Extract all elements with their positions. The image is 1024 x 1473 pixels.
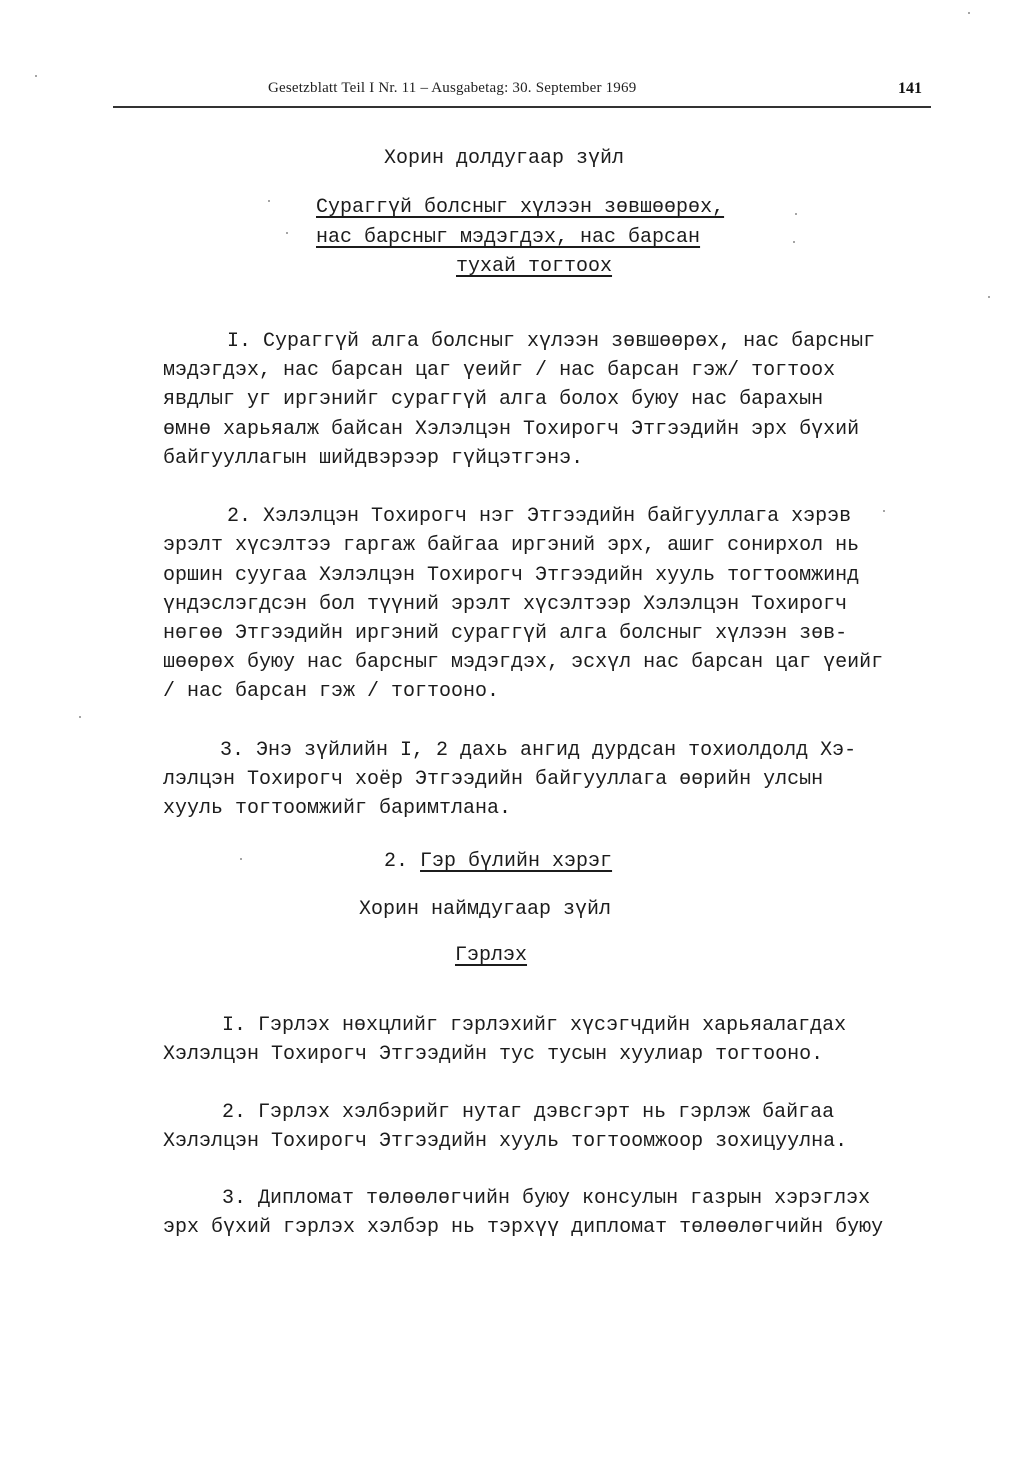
scan-speck	[883, 510, 885, 512]
paragraph-line: 2. Гэрлэх хэлбэрийг нутаг дэвсгэрт нь гэрлэж байгаа	[222, 1101, 835, 1124]
header-rule	[113, 106, 931, 108]
paragraph-line: өмнө харьяалж байсан Хэлэлцэн Тохирогч Этгээдийн эрх бүхий	[163, 418, 860, 441]
paragraph-line: нөгөө Этгээдийн иргэний сураггүй алга болсныг хүлээн зөв-	[163, 622, 848, 645]
article-28-subtitle: Гэрлэх	[455, 944, 528, 967]
scan-speck	[793, 241, 795, 243]
paragraph-line: I. Гэрлэх нөхцлийг гэрлэхийг хүсэгчдийн харьяалагдах	[222, 1014, 847, 1037]
paragraph-line: шөөрөх буюу нас барсныг мэдэгдэх, эсхүл нас барсан цаг үеийг	[163, 651, 884, 674]
paragraph-line: 3. Энэ зүйлийн I, 2 дахь ангид дурдсан тохиолдолд Хэ-	[220, 739, 857, 762]
scan-speck	[35, 75, 37, 77]
paragraph-line: үндэслэгдсэн бол түүний эрэлт хүсэлтээр Хэлэлцэн Тохирогч	[163, 593, 848, 616]
paragraph-line: Хэлэлцэн Тохирогч Этгээдийн хууль тогтоомжоор зохицуулна.	[163, 1130, 848, 1153]
paragraph-line: мэдэгдэх, нас барсан цаг үеийг / нас барсан гэж/ тогтоох	[163, 359, 836, 382]
section-number: 2.	[384, 850, 409, 873]
paragraph-line: I. Сураггүй алга болсныг хүлээн зөвшөөрөх, нас барсныг	[227, 330, 876, 353]
paragraph-line: 2. Хэлэлцэн Тохирогч нэг Этгээдийн байгууллага хэрэв	[227, 505, 852, 528]
article-27-subtitle-line-1: Сураггүй болсныг хүлээн зөвшөөрөх,	[316, 196, 725, 219]
paragraph-line: явдлыг уг иргэнийг сураггүй алга болох буюу нас барахын	[163, 388, 824, 411]
running-header: Gesetzblatt Teil I Nr. 11 – Ausgabetag: 30. September 1969	[268, 80, 637, 96]
scan-speck	[988, 296, 990, 298]
section-2-heading	[384, 850, 612, 873]
paragraph-line: эрэлт хүсэлтээ гаргаж байгаа иргэний эрх, ашиг сонирхол нь	[163, 534, 860, 557]
section-title: Гэр бүлийн хэрэг	[420, 850, 613, 873]
scan-speck	[968, 12, 970, 14]
page-number: 141	[898, 80, 922, 97]
paragraph-line: лэлцэн Тохирогч хоёр Этгээдийн байгууллага өөрийн улсын	[163, 768, 824, 791]
scan-speck	[268, 200, 270, 202]
scan-speck	[286, 232, 288, 234]
paragraph-line: байгууллагын шийдвэрээр гүйцэтгэнэ.	[163, 447, 584, 470]
paragraph-line: / нас барсан гэж / тогтооно.	[163, 680, 500, 703]
article-28-title: Хорин наймдугаар зүйл	[359, 898, 612, 921]
paragraph-line: эрх бүхий гэрлэх хэлбэр нь тэрхүү дипломат төлөөлөгчийн буюу	[163, 1216, 884, 1239]
paragraph-line: хууль тогтоомжийг баримтлана.	[163, 797, 512, 820]
article-27-subtitle-line-3: тухай тогтоох	[456, 255, 613, 278]
scan-speck	[240, 858, 242, 860]
paragraph-line: 3. Дипломат төлөөлөгчийн буюу консулын газрын хэрэглэх	[222, 1187, 871, 1210]
article-27-subtitle-line-2: нас барсныг мэдэгдэх, нас барсан	[316, 226, 701, 249]
scan-speck	[795, 213, 797, 215]
article-27-title: Хорин долдугаар зүйл	[384, 147, 625, 170]
paragraph-line: Хэлэлцэн Тохирогч Этгээдийн тус тусын хуулиар тогтооно.	[163, 1043, 824, 1066]
paragraph-line: оршин суугаа Хэлэлцэн Тохирогч Этгээдийн хууль тогтоомжинд	[163, 564, 860, 587]
scan-speck	[79, 716, 81, 718]
